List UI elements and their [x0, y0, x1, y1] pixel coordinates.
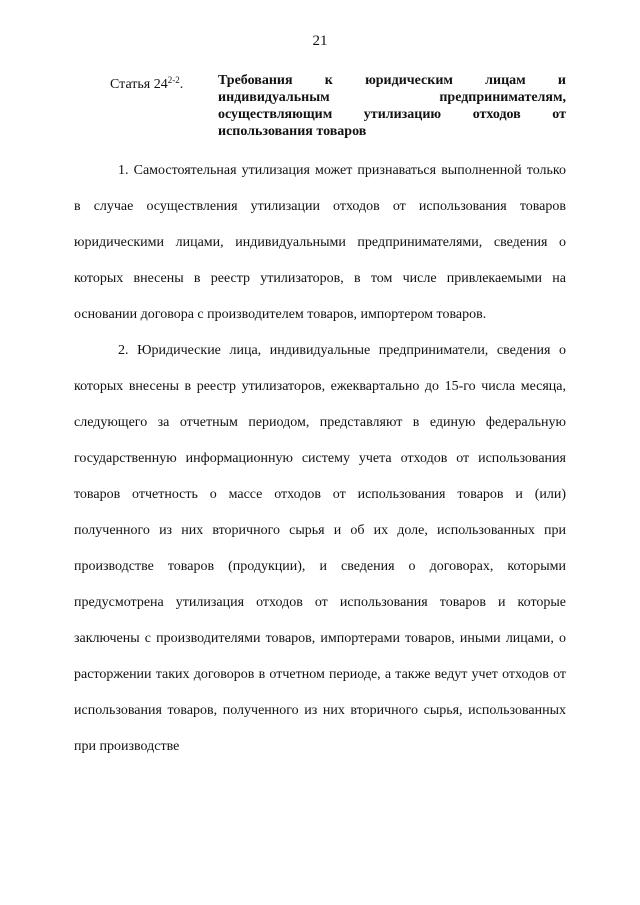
- article-header: [110, 72, 566, 140]
- page-number: 21: [312, 33, 328, 49]
- article-label-suffix: .: [179, 77, 184, 92]
- article-label: [110, 72, 218, 140]
- article-label-sup: 2-2: [167, 75, 180, 85]
- article-label-text: Статья 24: [110, 77, 168, 92]
- paragraph-2: 2. Юридические лица, индивидуальные предприниматели, сведения о которых внесены в реестр утилизаторов, ежеквартально до 15-го числа месяца, следующего за отчетным периодом, представляют в единую федеральную государственную информационную систему учета отходов от использования товаров отчетность о массе отходов от использования товаров и (или) полученного из них вторичного сырья и об их доле, использованных при производстве товаров (продукции), и сведения о договорах, которыми предусмотрена утилизация отходов от использования товаров и которые заключены с производителями товаров, импортерами товаров, иными лицами, о расторжении таких договоров в отчетном периоде, а также ведут учет отходов от использования товаров, полученного из них вторичного сырья, использованных при производстве: [74, 343, 566, 754]
- paragraph-1: 1. Самостоятельная утилизация может признаваться выполненной только в случае осуществления утилизации отходов от использования товаров юридическими лицами, индивидуальными предпринимателями, сведения о которых внесены в реестр утилизаторов, в том числе привлекаемыми на основании договора с производителем товаров, импортером товаров.: [74, 163, 566, 322]
- article-title: Требования к юридическим лицам и индивидуальным предпринимателям, осуществляющим утилизацию отходов от использования товаров: [218, 73, 566, 139]
- article-body: [74, 153, 566, 765]
